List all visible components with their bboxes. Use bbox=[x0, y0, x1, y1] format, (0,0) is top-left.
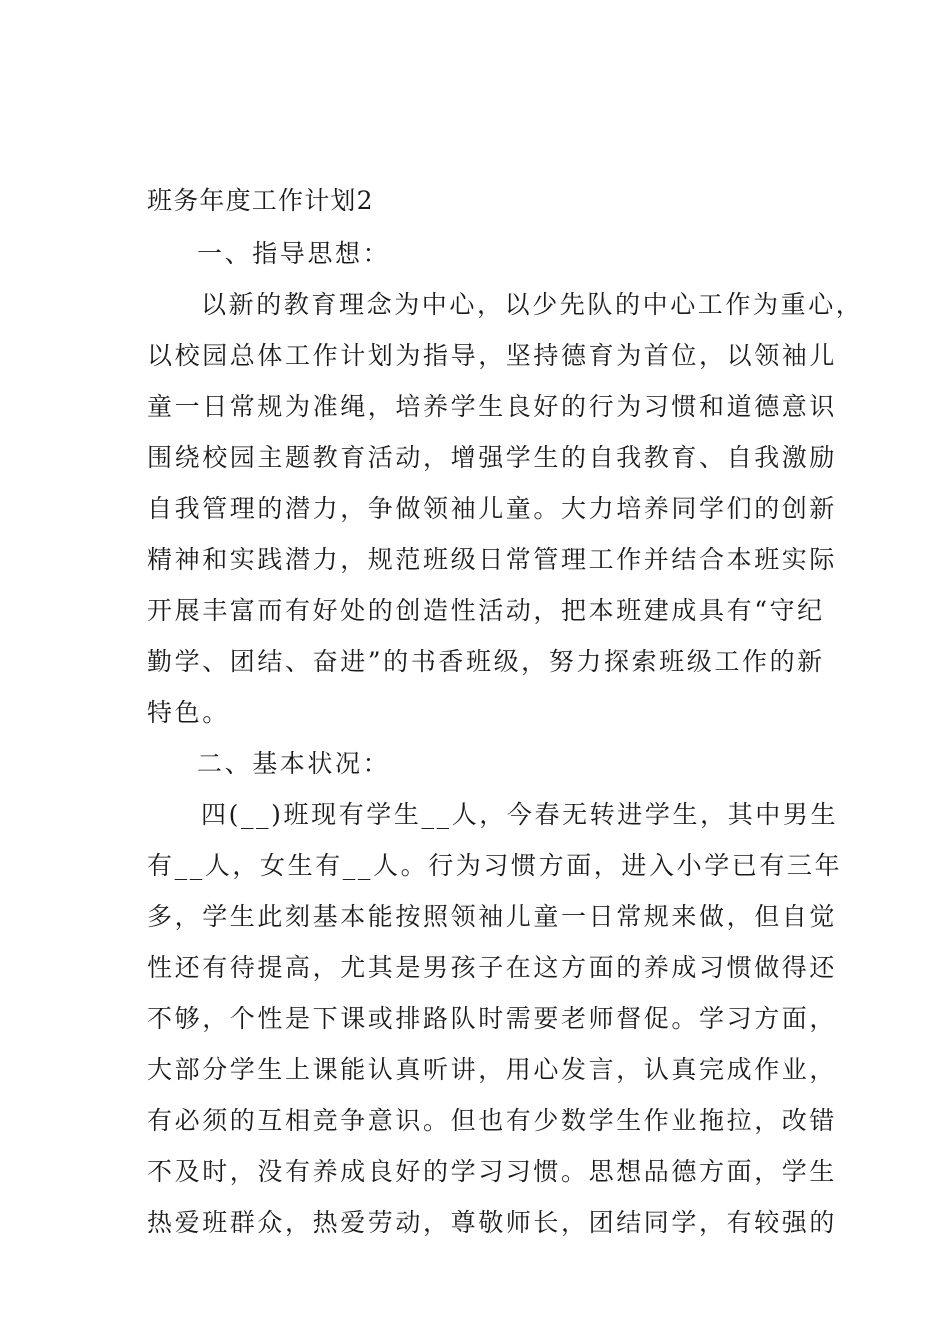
paragraph-line: 热爱班群众，热爱劳动，尊敬师长，团结同学，有较强的 bbox=[147, 1208, 838, 1237]
paragraph-line: 有必须的互相竞争意识。但也有少数学生作业拖拉，改错 bbox=[147, 1106, 838, 1135]
paragraph-line: 开展丰富而有好处的创造性活动，把本班建成具有“守纪 bbox=[147, 596, 825, 625]
paragraph-line: 精神和实践潜力，规范班级日常管理工作并结合本班实际 bbox=[147, 545, 838, 574]
section-heading-guiding-ideology: 一、指导思想： bbox=[197, 239, 391, 268]
paragraph-line: 自我管理的潜力，争做领袖儿童。大力培养同学们的创新 bbox=[147, 494, 838, 523]
paragraph-line: 以校园总体工作计划为指导，坚持德育为首位，以领袖儿 bbox=[147, 341, 838, 370]
paragraph-line: 童一日常规为准绳，培养学生良好的行为习惯和道德意识 bbox=[147, 392, 838, 421]
paragraph-line: 性还有待提高，尤其是男孩子在这方面的养成习惯做得还 bbox=[147, 953, 838, 982]
paragraph-line: 大部分学生上课能认真听讲，用心发言，认真完成作业， bbox=[147, 1055, 838, 1084]
paragraph-line: 勤学、团结、奋进”的书香班级，努力探索班级工作的新 bbox=[147, 647, 825, 676]
paragraph-line: 有__人，女生有__人。行为习惯方面，进入小学已有三年 bbox=[147, 851, 843, 880]
paragraph-line: 多，学生此刻基本能按照领袖儿童一日常规来做，但自觉 bbox=[147, 902, 838, 931]
paragraph-line: 四(__)班现有学生__人，今春无转进学生，其中男生 bbox=[201, 800, 839, 829]
section-heading-basic-situation: 二、基本状况： bbox=[197, 749, 391, 778]
document-title: 班务年度工作计划2 bbox=[147, 186, 374, 215]
paragraph-line: 不及时，没有养成良好的学习习惯。思想品德方面，学生 bbox=[147, 1157, 838, 1186]
paragraph-line: 不够，个性是下课或排路队时需要老师督促。学习方面， bbox=[147, 1004, 838, 1033]
paragraph-line: 围绕校园主题教育活动，增强学生的自我教育、自我激励 bbox=[147, 443, 838, 472]
paragraph-line: 以新的教育理念为中心，以少先队的中心工作为重心， bbox=[201, 290, 864, 319]
paragraph-line: 特色。 bbox=[147, 698, 230, 727]
